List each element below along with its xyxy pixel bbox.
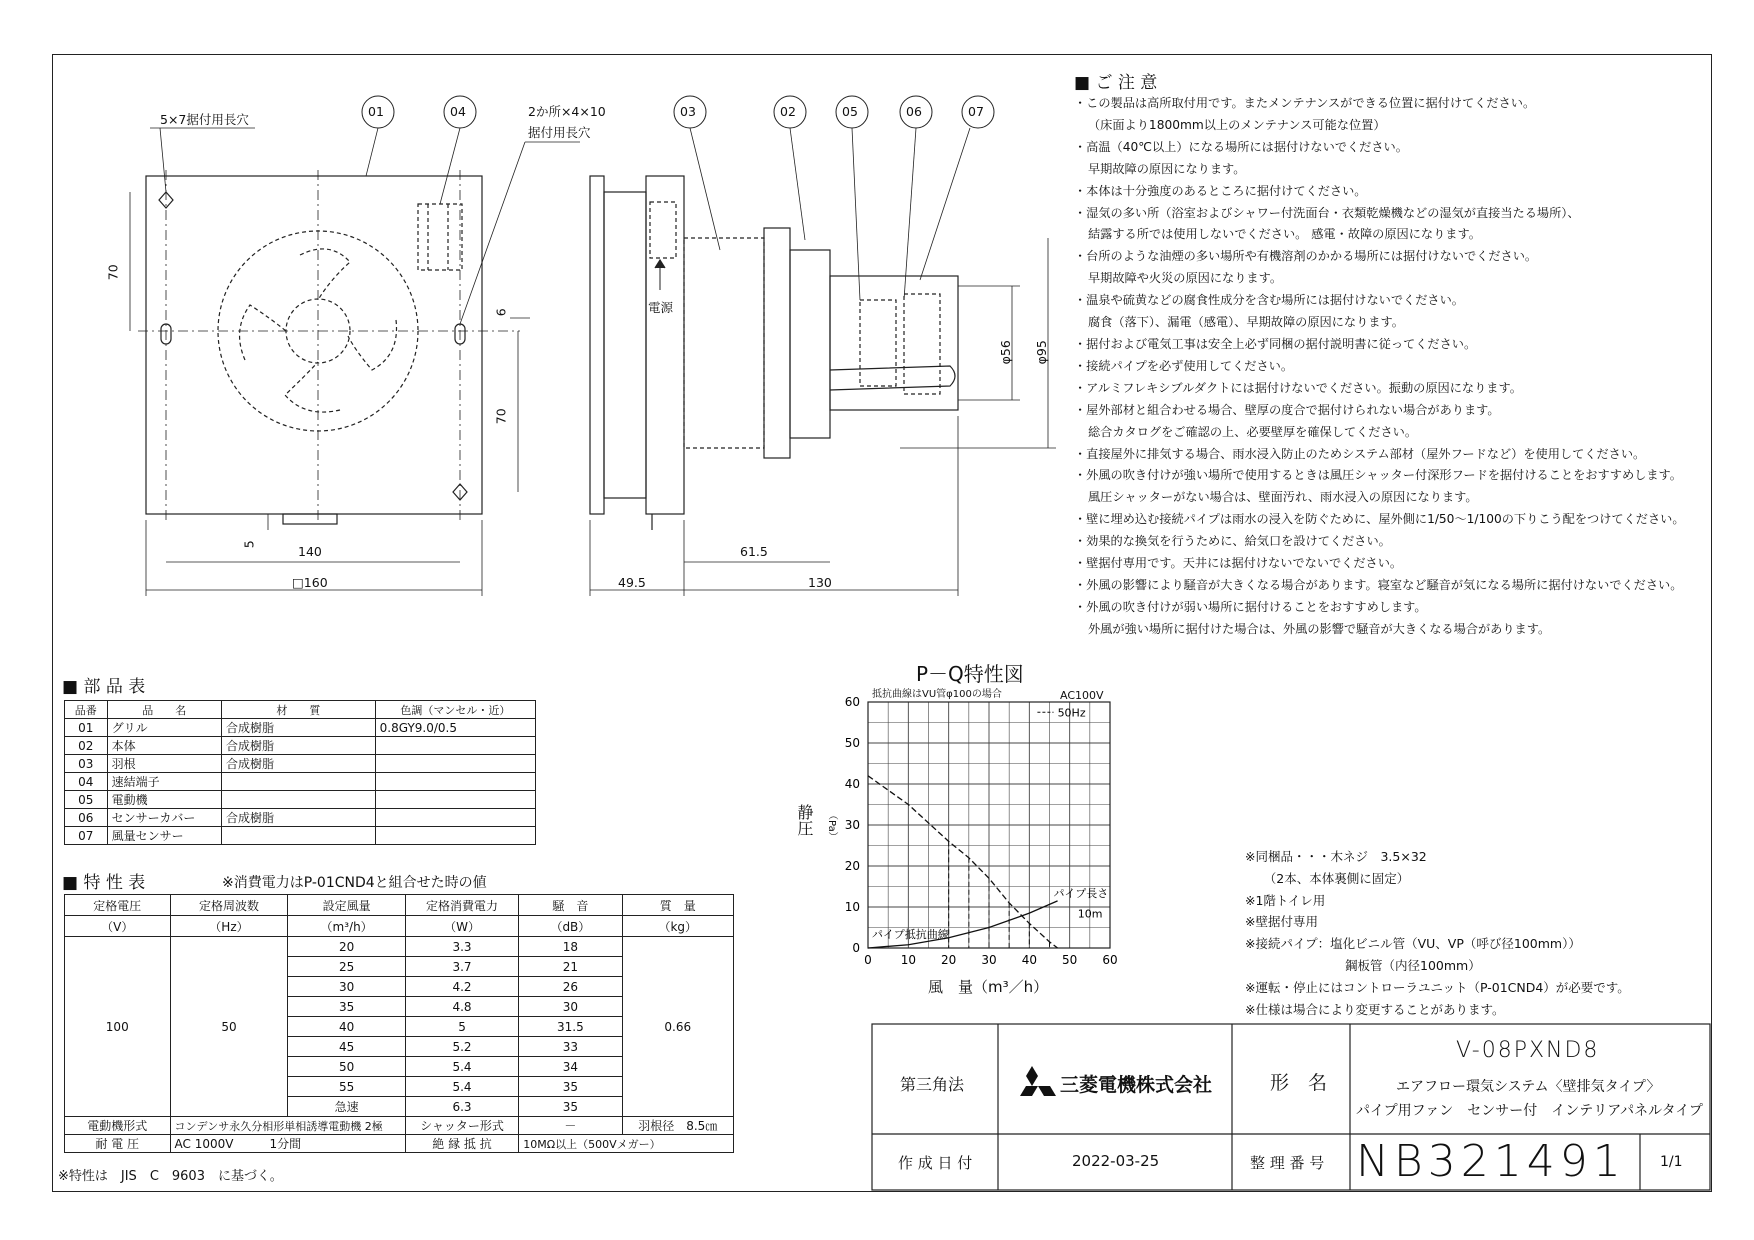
hole-note: 5×7据付用長穴 <box>160 112 249 127</box>
chart-yunit: （Pa） <box>826 810 837 842</box>
note-line: ・直接屋外に排気する場合、雨水浸入防止のためシステム部材（屋外フードなど）を使用してください。 <box>1074 446 1646 461</box>
y-tick-label: 50 <box>844 736 860 750</box>
table-cell: 35 <box>288 997 405 1017</box>
sheet-number: 1/1 <box>1660 1154 1683 1170</box>
table-cell: 材 質 <box>222 701 376 719</box>
accessory-line: ※仕様は場合により変更することがあります。 <box>1245 1001 1505 1017</box>
table-cell: 4.2 <box>405 977 518 997</box>
table-cell: （dB） <box>519 916 622 937</box>
table-cell: 合成樹脂 <box>222 809 376 827</box>
table-cell: 3.7 <box>405 957 518 977</box>
table-cell: 3.3 <box>405 937 518 957</box>
dim-label: 5 <box>241 540 257 549</box>
note-line: 結露する所では使用しないでください。 感電・故障の原因になります。 <box>1088 227 1481 242</box>
table-cell: 31.5 <box>519 1017 622 1037</box>
accessory-line: 鋼板管（内径100mm） <box>1245 957 1481 973</box>
dim-label: 70 <box>493 408 509 425</box>
note-line: 早期故障の原因になります。 <box>1088 161 1246 176</box>
callout-label: 02 <box>780 104 796 119</box>
note-line: 総合カタログをご確認の上、必要壁厚を確保してください。 <box>1088 424 1418 439</box>
table-cell: 合成樹脂 <box>222 755 376 773</box>
table-cell: 03 <box>65 755 108 773</box>
x-tick-label: 50 <box>1062 953 1078 967</box>
dim-label: □160 <box>292 575 328 590</box>
table-cell: 0.66 <box>622 937 733 1117</box>
table-cell: 20 <box>288 937 405 957</box>
note-line: ・台所のような油煙の多い場所や有機溶剤のかかる場所には据付けないでください。 <box>1074 249 1538 264</box>
chart-ylabel: 静圧 <box>795 804 814 836</box>
x-tick-label: 30 <box>981 953 997 967</box>
table-cell: グリル <box>107 719 221 737</box>
model-desc-1: エアフロー環気システム〈壁排気タイプ〉 <box>1396 1079 1661 1095</box>
table-cell: 33 <box>519 1037 622 1057</box>
note-line: 腐食（落下）、漏電（感電）、早期故障の原因になります。 <box>1088 315 1404 330</box>
table-cell: 35 <box>519 1077 622 1097</box>
note-line: ・温泉や硫黄などの腐食性成分を含む場所には据付けないでください。 <box>1074 293 1464 308</box>
callout-label: 06 <box>906 104 922 119</box>
x-tick-label: 60 <box>1102 953 1118 967</box>
accessory-line: ※運転・停止にはコントローラユニット（P-01CND4）が必要です。 <box>1245 979 1630 995</box>
table-cell: 5.4 <box>405 1077 518 1097</box>
note-line: ・高温（40℃以上）になる場所には据付けないでください。 <box>1074 139 1408 154</box>
table-cell: 5.4 <box>405 1057 518 1077</box>
dim-label: φ95 <box>1033 340 1049 365</box>
specs-note: ※消費電力はP-01CND4と組合せた時の値 <box>222 875 487 891</box>
table-cell: 耐 電 圧 <box>65 1135 171 1153</box>
table-cell: 品番 <box>65 701 108 719</box>
table-cell: 定格周波数 <box>170 895 288 916</box>
chart-xlabel: 風 量（m³／h） <box>928 978 1049 996</box>
number-label: 整 理 番 号 <box>1250 1154 1325 1172</box>
model-number: V-08PXND8 <box>1456 1038 1600 1063</box>
company-name: 三菱電機株式会社 <box>1060 1074 1213 1096</box>
table-cell: 5 <box>405 1017 518 1037</box>
x-tick-label: 10 <box>900 953 916 967</box>
mitsubishi-logo-icon <box>1020 1066 1056 1096</box>
accessory-line: ※同梱品・・・木ネジ 3.5×32 <box>1245 849 1427 864</box>
chart-title: P－Q特性図 <box>916 662 1024 686</box>
note-line: ・外風の吹き付けが強い場所で使用するときは風圧シャッター付深形フードを据付けることをおすすめします。 <box>1074 468 1682 483</box>
table-cell: （W） <box>405 916 518 937</box>
table-cell: 色調（マンセル・近） <box>375 701 535 719</box>
note-line: ・据付および電気工事は安全上必ず同梱の据付説明書に従ってください。 <box>1074 336 1477 351</box>
chart-subtitle: 抵抗曲線はVU管φ100の場合 <box>872 689 1002 700</box>
table-cell: 100 <box>65 937 171 1117</box>
table-cell: 羽根 <box>107 755 221 773</box>
table-cell: AC 1000V 1分間 <box>170 1135 405 1153</box>
note-line: ・外風の吹き付けが弱い場所に据付けることをおすすめします。 <box>1074 599 1427 614</box>
dim-label: 49.5 <box>618 575 646 590</box>
table-cell: 07 <box>65 827 108 845</box>
y-tick-label: 0 <box>852 941 860 955</box>
table-cell: 21 <box>519 957 622 977</box>
table-cell: 02 <box>65 737 108 755</box>
table-cell: 風量センサー <box>107 827 221 845</box>
table-cell: 01 <box>65 719 108 737</box>
note-line: ・壁に埋め込む接続パイプは雨水の浸入を防ぐために、屋外側に1/50～1/100の下りこう配をつけてください。 <box>1074 512 1685 527</box>
table-cell: 騒 音 <box>519 895 622 916</box>
table-cell: 45 <box>288 1037 405 1057</box>
note-line: ・屋外部材と組合わせる場合、壁厚の度合で据付けられない場合があります。 <box>1074 402 1500 417</box>
table-cell: 6.3 <box>405 1097 518 1117</box>
note-line: 早期故障や火災の原因になります。 <box>1088 271 1283 286</box>
note-line: 外風が強い場所に据付けた場合は、外風の影響で騒音が大きくなる場合があります。 <box>1088 621 1551 636</box>
resistance-curve-label: パイプ抵抗曲線 <box>872 927 949 941</box>
y-tick-label: 30 <box>844 818 860 832</box>
table-cell: コンデンサ永久分相形単相誘導電動機 2極 <box>170 1117 405 1135</box>
accessory-line: ※1階トイレ用 <box>1245 892 1326 908</box>
table-cell: 25 <box>288 957 405 977</box>
callout-label: 07 <box>968 104 984 119</box>
accessory-line: （2本、本体裏側に固定） <box>1245 870 1410 886</box>
pipe-length-label: パイプ長さ <box>1053 886 1109 900</box>
note-line: （床面より1800mm以上のメンテナンス可能な位置） <box>1088 117 1386 132</box>
note-line: ・アルミフレキシブルダクトには据付けないでください。振動の原因になります。 <box>1074 380 1522 395</box>
table-cell: 電動機 <box>107 791 221 809</box>
dim-label: 61.5 <box>740 544 768 559</box>
table-cell: － <box>519 1117 622 1135</box>
dim-label: 140 <box>298 544 322 559</box>
table-cell: 本体 <box>107 737 221 755</box>
accessory-line: ※壁据付専用 <box>1245 914 1318 930</box>
table-cell: 30 <box>519 997 622 1017</box>
callout-label: 04 <box>450 104 466 119</box>
note-line: ・外風の影響により騒音が大きくなる場合があります。寝室など騒音が気になる場所に据付けないでください。 <box>1074 577 1683 592</box>
hole-note: 据付用長穴 <box>528 125 591 140</box>
callout-label: 05 <box>842 104 858 119</box>
note-line: ・湿気の多い所（浴室およびシャワー付洗面台・衣類乾燥機などの湿気が直接当たる場所）、 <box>1074 205 1580 220</box>
note-line: ・この製品は高所取付用です。またメンテナンスができる位置に据付けてください。 <box>1074 96 1536 110</box>
dim-label: 130 <box>808 575 832 590</box>
created-date: 2022-03-25 <box>1072 1152 1160 1170</box>
table-cell: 絶 縁 抵 抗 <box>405 1135 518 1153</box>
table-cell: 50 <box>288 1057 405 1077</box>
table-cell: シャッター形式 <box>405 1117 518 1135</box>
table-cell: 定格消費電力 <box>405 895 518 916</box>
table-cell: （Hz） <box>170 916 288 937</box>
parts-title: ■ 部 品 表 <box>62 672 145 697</box>
table-cell: 速結端子 <box>107 773 221 791</box>
table-cell: 35 <box>519 1097 622 1117</box>
pipe-length-value: 10m <box>1077 907 1103 921</box>
table-cell: 06 <box>65 809 108 827</box>
power-label: 電源 <box>648 300 674 315</box>
table-cell: 40 <box>288 1017 405 1037</box>
table-cell: 50 <box>170 937 288 1117</box>
legend-label: 50Hz <box>1057 706 1086 720</box>
table-cell: 定格電圧 <box>65 895 171 916</box>
table-cell: 5.2 <box>405 1037 518 1057</box>
y-tick-label: 10 <box>844 900 860 914</box>
model-desc-2: パイプ用ファン センサー付 インテリアパネルタイプ <box>1356 1103 1703 1119</box>
table-cell: 4.8 <box>405 997 518 1017</box>
table-cell: 合成樹脂 <box>222 719 376 737</box>
note-line: ・壁据付専用です。天井には据付けないでないでください。 <box>1074 556 1403 571</box>
y-tick-label: 20 <box>844 859 860 873</box>
x-tick-label: 0 <box>864 953 872 967</box>
table-cell: （kg） <box>622 916 733 937</box>
note-line: 風圧シャッターがない場合は、壁面汚れ、雨水浸入の原因になります。 <box>1088 490 1478 505</box>
table-cell: 設定風量 <box>288 895 405 916</box>
chart-supply: AC100V <box>1060 689 1104 702</box>
y-tick-label: 40 <box>844 777 860 791</box>
y-tick-label: 60 <box>844 695 860 709</box>
table-cell: 電動機形式 <box>65 1117 171 1135</box>
model-label: 形 名 <box>1270 1072 1328 1094</box>
table-cell: 0.8GY9.0/0.5 <box>375 719 535 737</box>
table-cell: 急速 <box>288 1097 405 1117</box>
table-cell: 04 <box>65 773 108 791</box>
table-cell: 26 <box>519 977 622 997</box>
table-cell: 10MΩ以上（500Vメガー） <box>519 1135 734 1153</box>
table-cell: 30 <box>288 977 405 997</box>
notes-title: ■ ご 注 意 <box>1074 68 1157 93</box>
note-line: ・本体は十分強度のあるところに据付けてください。 <box>1074 183 1367 198</box>
specs-title: ■ 特 性 表 <box>62 868 145 893</box>
x-tick-label: 20 <box>941 953 957 967</box>
table-cell: （V） <box>65 916 171 937</box>
callout-label: 01 <box>368 104 384 119</box>
dim-label: φ56 <box>997 340 1013 365</box>
table-cell: 34 <box>519 1057 622 1077</box>
note-line: ・効果的な換気を行うために、給気口を設けてください。 <box>1074 534 1391 549</box>
dim-label: 6 <box>493 308 509 317</box>
table-cell: センサーカバー <box>107 809 221 827</box>
dim-label: 70 <box>105 264 121 281</box>
table-cell: 品 名 <box>107 701 221 719</box>
drawing-number: NB321491 <box>1356 1136 1626 1187</box>
table-cell: 羽根径 8.5㎝ <box>622 1117 733 1135</box>
callout-label: 03 <box>680 104 696 119</box>
x-tick-label: 40 <box>1021 953 1037 967</box>
table-cell: 55 <box>288 1077 405 1097</box>
note-line: ・接続パイプを必ず使用してください。 <box>1074 358 1294 373</box>
projection-label: 第三角法 <box>900 1075 965 1094</box>
date-label: 作 成 日 付 <box>898 1154 973 1172</box>
table-cell: 合成樹脂 <box>222 737 376 755</box>
table-cell: 質 量 <box>622 895 733 916</box>
table-cell: 05 <box>65 791 108 809</box>
hole-note: 2か所×4×10 <box>528 104 606 119</box>
table-cell: （m³/h） <box>288 916 405 937</box>
table-cell: 18 <box>519 937 622 957</box>
specs-footnote: ※特性は JIS C 9603 に基づく。 <box>58 1169 283 1184</box>
accessory-line: ※接続パイプ：塩化ビニル管（VU、VP（呼び径100mm）） <box>1245 936 1581 952</box>
